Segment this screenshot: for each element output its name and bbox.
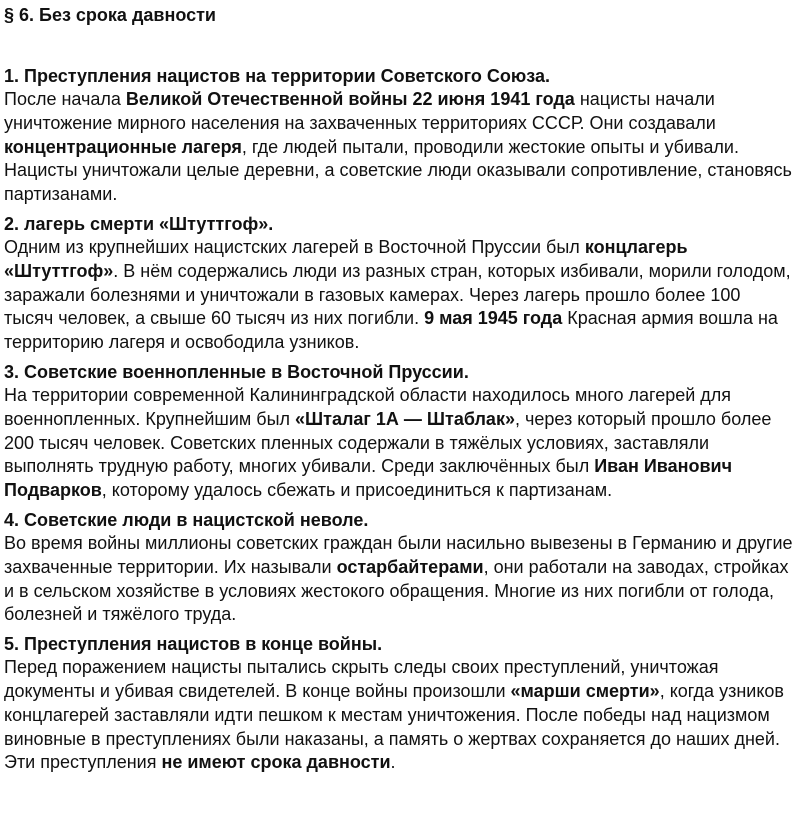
paragraph-text: , они работали на заводах, стройках и в сельском хозяйстве в условиях жестокого обращения. Многие из них погибли от голода, болезней и тяжёлого труда.	[4, 556, 789, 625]
paragraph-text: , когда узников концлагерей заставляли идти пешком к местам уничтожения. После победы над нацизмом виновные в преступлениях были наказаны, а память о жертвах сохраняется до наших дней. Эти преступления	[4, 680, 784, 773]
emphasized-text: Великой Отечественной войны 22 июня 1941 года	[125, 89, 575, 109]
section-block-3	[4, 361, 794, 503]
emphasized-text: «марши смерти»	[510, 680, 660, 701]
block-heading: 4. Советские люди в нацистской неволе.	[4, 509, 369, 530]
paragraph-text: нацисты начали уничтожение мирного населения на захваченных территориях СССР. Они создавали	[4, 89, 716, 133]
block-paragraph	[4, 88, 794, 207]
emphasized-text: остарбайтерами	[336, 556, 484, 577]
block-paragraph	[4, 236, 794, 355]
emphasized-text: Иван Иванович Подварков	[4, 456, 733, 501]
block-paragraph	[4, 384, 794, 503]
section-block-5	[4, 633, 794, 775]
emphasized-text: «Шталаг 1А — Штаблак»	[295, 408, 515, 429]
paragraph-text: После начала	[4, 89, 126, 109]
emphasized-text: не имеют срока давности	[161, 752, 391, 773]
block-paragraph	[4, 656, 794, 775]
paragraph-text: Красная армия вошла на территорию лагеря и освободила узников.	[4, 308, 778, 353]
paragraph-text: Перед поражением нацисты пытались скрыть следы своих преступлений, уничтожая документы и убивая свидетелей. В конце войны произошли	[4, 657, 719, 701]
section-title: § 6. Без срока давности	[4, 5, 216, 25]
emphasized-text: концентрационные лагеря	[4, 136, 242, 157]
paragraph-text: На территории современной Калининградской области находилось много лагерей для военнопленных. Крупнейшим был	[4, 384, 732, 429]
paragraph-text: Одним из крупнейших нацистских лагерей в Восточной Пруссии был	[4, 236, 585, 257]
paragraph-text: , которому удалось сбежать и присоединиться к партизанам.	[101, 480, 613, 501]
section-block-2	[4, 213, 794, 355]
block-heading: 3. Советские военнопленные в Восточной Пруссии.	[4, 361, 469, 382]
paragraph-text: . В нём содержались люди из разных стран, которых избивали, морили голодом, заражали болезнями и уничтожали в газовых камерах. Через лагерь прошло более 100 тысяч человек, а свыше 60 тысяч из них погибли.	[4, 260, 791, 329]
block-heading: 2. лагерь смерти «Штуттгоф».	[4, 213, 274, 234]
section-block-4	[4, 509, 794, 627]
block-heading: 1. Преступления нацистов на территории Советского Союза.	[4, 66, 550, 86]
paragraph-text: Во время войны миллионы советских граждан были насильно вывезены в Германию и другие захваченные территории. Их называли	[4, 532, 793, 577]
emphasized-text: 9 мая 1945 года	[424, 308, 563, 329]
section-block-1	[4, 65, 794, 207]
block-paragraph	[4, 532, 794, 627]
paragraph-text: .	[390, 752, 396, 773]
block-heading: 5. Преступления нацистов в конце войны.	[4, 634, 383, 655]
emphasized-text: концлагерь «Штуттгоф»	[4, 236, 688, 281]
paragraph-text: , где людей пытали, проводили жестокие опыты и убивали. Нацисты уничтожали целые деревни, а советские люди оказывали сопротивление, становясь партизанами.	[4, 136, 792, 205]
paragraph-text: , через который прошло более 200 тысяч человек. Советских пленных содержали в тяжёлых условиях, заставляли выполнять трудную работу, многих убивали. Среди заключённых был	[4, 408, 772, 477]
